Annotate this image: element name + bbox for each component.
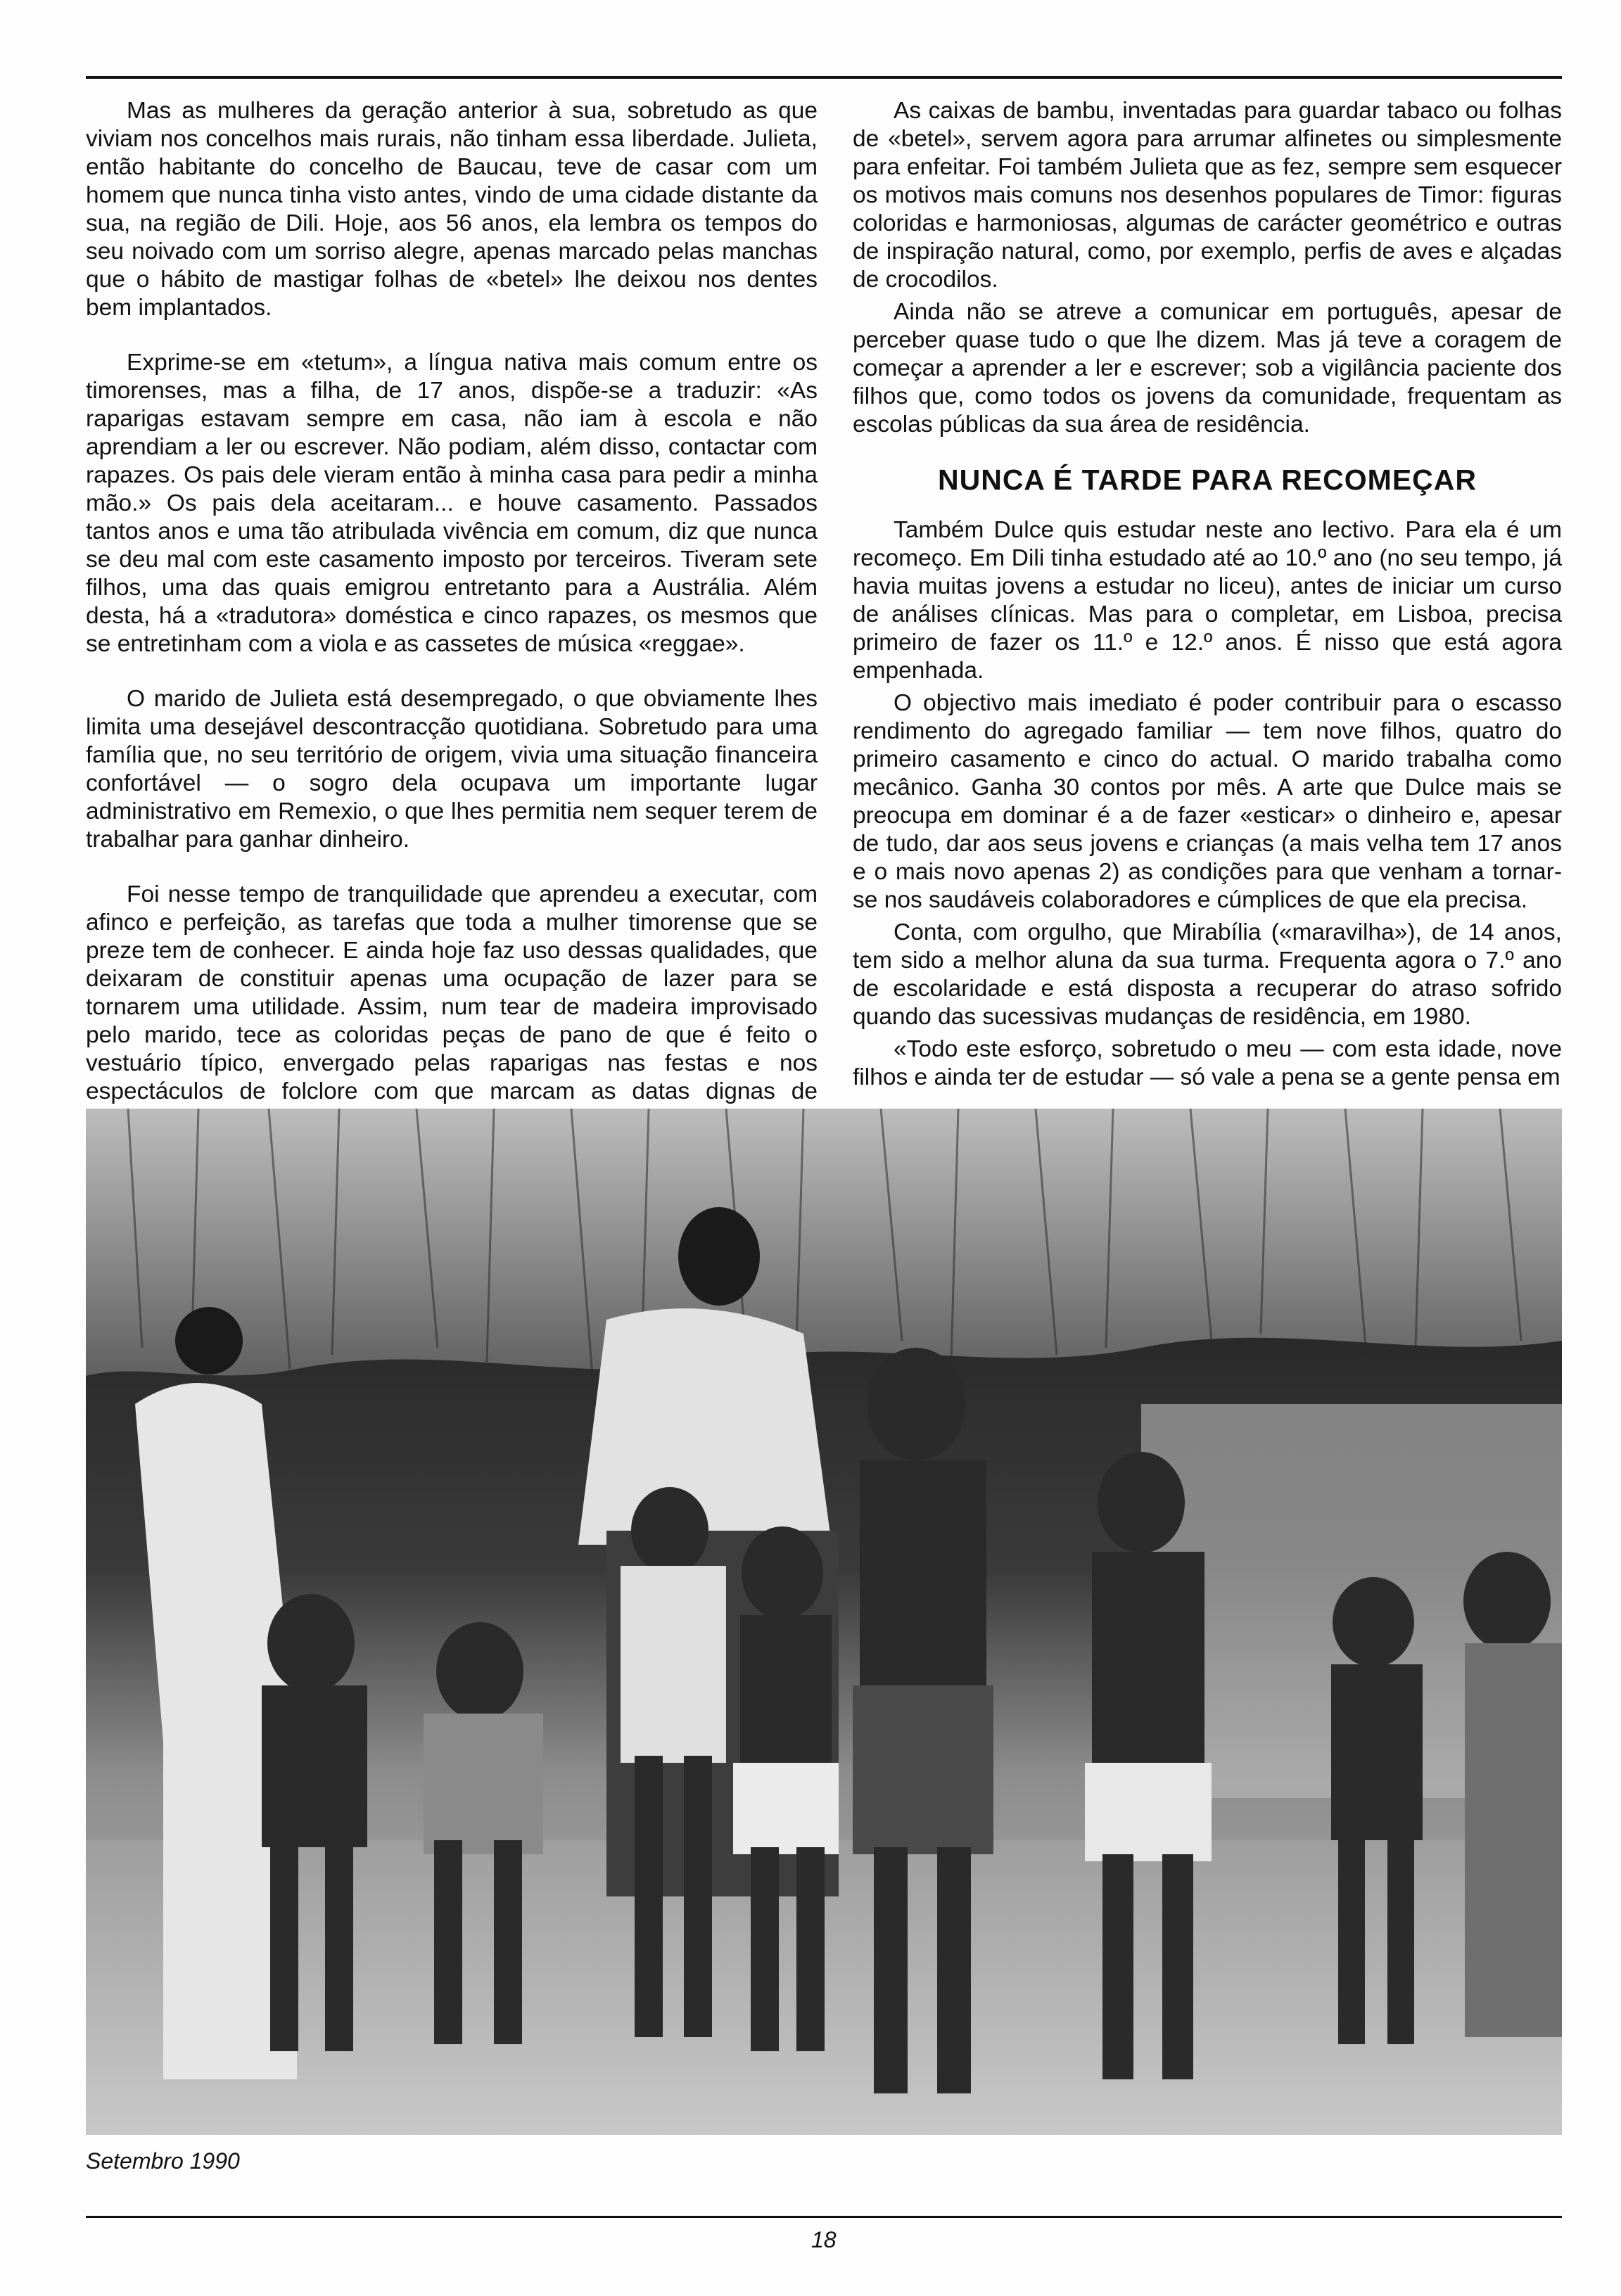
right-paragraph-3: Também Dulce quis estudar neste ano lectivo. Para ela é um recomeço. Em Dili tinha estudado até ao 10.º ano (no seu tempo, já havia muitas jovens a estudar no liceu), antes de iniciar um curso de análises clínicas. Mas para o completar, em Lisboa, precisa primeiro de fazer os 11.º e 12.º anos. É nisso que está agora empenhada. [853, 517, 1562, 684]
photo-caption-date: Setembro 1990 [86, 2148, 240, 2174]
right-paragraph-4: O objectivo mais imediato é poder contribuir para o escasso rendimento do agregado familiar — tem nove filhos, quatro do primeiro casamento e cinco do actual. O marido trabalha como mecânico. Ganha 30 contos por mês. A arte que Dulce mais se preocupa em dominar é a de fazer «esticar» o dinheiro e, apesar de tudo, dar aos seus jovens e crianças (a mais velha tem 17 anos e o mais novo apenas 2) as condições para que venham a tornar-se nos saudáveis colaboradores e cúmplices de que ela precisa. [853, 690, 1562, 913]
family-photo [86, 1109, 1562, 2135]
left-column [86, 97, 818, 1161]
section-title: NUNCA É TARDE PARA RECOMEÇAR [938, 464, 1477, 496]
right-column [853, 97, 1562, 1096]
top-rule [86, 76, 1562, 79]
right-paragraph-1: As caixas de bambu, inventadas para guardar tabaco ou folhas de «betel», servem agora para arrumar alfinetes ou simplesmente para enfeitar. Foi também Julieta que as fez, sempre sem esquecer os motivos mais comuns nos desenhos populares de Timor: figuras coloridas e harmoniosas, algumas de carácter geométrico e outras de inspiração natural, como, por exemplo, perfis de aves e alçadas de crocodilos. [853, 98, 1562, 293]
left-paragraph-3: O marido de Julieta está desempregado, o que obviamente lhes limita uma desejável descontracção quotidiana. Sobretudo para uma família que, no seu território de origem, vivia uma situação financeira confortável — o sogro dela ocupava um importante lugar administrativo em Remexio, o que lhes permitia nem sequer terem de trabalhar para ganhar dinheiro. [86, 686, 818, 853]
right-paragraph-6: «Todo este esforço, sobretudo o meu — com esta idade, nove filhos e ainda ter de estudar — só vale a pena se a gente pensa em [853, 1036, 1562, 1090]
left-paragraph-1: Mas as mulheres da geração anterior à sua, sobretudo as que viviam nos concelhos mais rurais, não tinham essa liberdade. Julieta, então habitante do concelho de Baucau, teve de casar com um homem que nunca tinha visto antes, vindo de uma cidade distante da sua, na região de Dili. Hoje, aos 56 anos, ela lembra os tempos do seu noivado com um sorriso alegre, apenas marcado pelas manchas que o hábito de mastigar folhas de «betel» lhe deixou nos dentes bem implantados. [86, 98, 818, 321]
page-number: 18 [811, 2227, 837, 2252]
left-paragraph-4: Foi nesse tempo de tranquilidade que aprendeu a executar, com afinco e perfeição, as tarefas que toda a mulher timorense que se preze tem de conhecer. E ainda hoje faz uso dessas qualidades, que deixaram de constituir apenas uma ocupação de lazer para se tornarem uma utilidade. Assim, num tear de madeira improvisado pelo marido, tece as coloridas peças de pano de que é feito o vestuário típico, envergado pelas raparigas nas festas e nos espectáculos de folclore com que marcam as datas dignas de [86, 881, 818, 1104]
right-paragraph-5: Conta, com orgulho, que Mirabília («maravilha»), de 14 anos, tem sido a melhor aluna da sua turma. Frequenta agora o 7.º ano de escolaridade e está disposta a recuperar do atraso sofrido quando das sucessivas mudanças de residência, em 1980. [853, 919, 1562, 1030]
left-paragraph-2: Exprime-se em «tetum», a língua nativa mais comum entre os timorenses, mas a filha, de 17 anos, dispõe-se a traduzir: «As raparigas estavam sempre em casa, não iam à escola e não aprendiam a ler ou escrever. Não podiam, além disso, contactar com rapazes. Os pais dele vieram então à minha casa para pedir a minha mão.» Os pais dela aceitaram... e houve casamento. Passados tantos anos e uma tão atribulada vivência em comum, diz que nunca se deu mal com este casamento imposto por terceiros. Tiveram sete filhos, uma das quais emigrou entretanto para a Austrália. Além desta, há a «tradutora» doméstica e cinco rapazes, os mesmos que se entretinham com a viola e as cassetes de música «reggae». [86, 350, 818, 657]
bottom-rule [86, 2216, 1562, 2218]
right-paragraph-2: Ainda não se atreve a comunicar em português, apesar de perceber quase tudo o que lhe dizem. Mas já teve a coragem de começar a aprender a ler e escrever; sob a vigilância paciente dos filhos que, como todos os jovens da comunidade, frequentam as escolas públicas da sua área de residência. [853, 299, 1562, 438]
